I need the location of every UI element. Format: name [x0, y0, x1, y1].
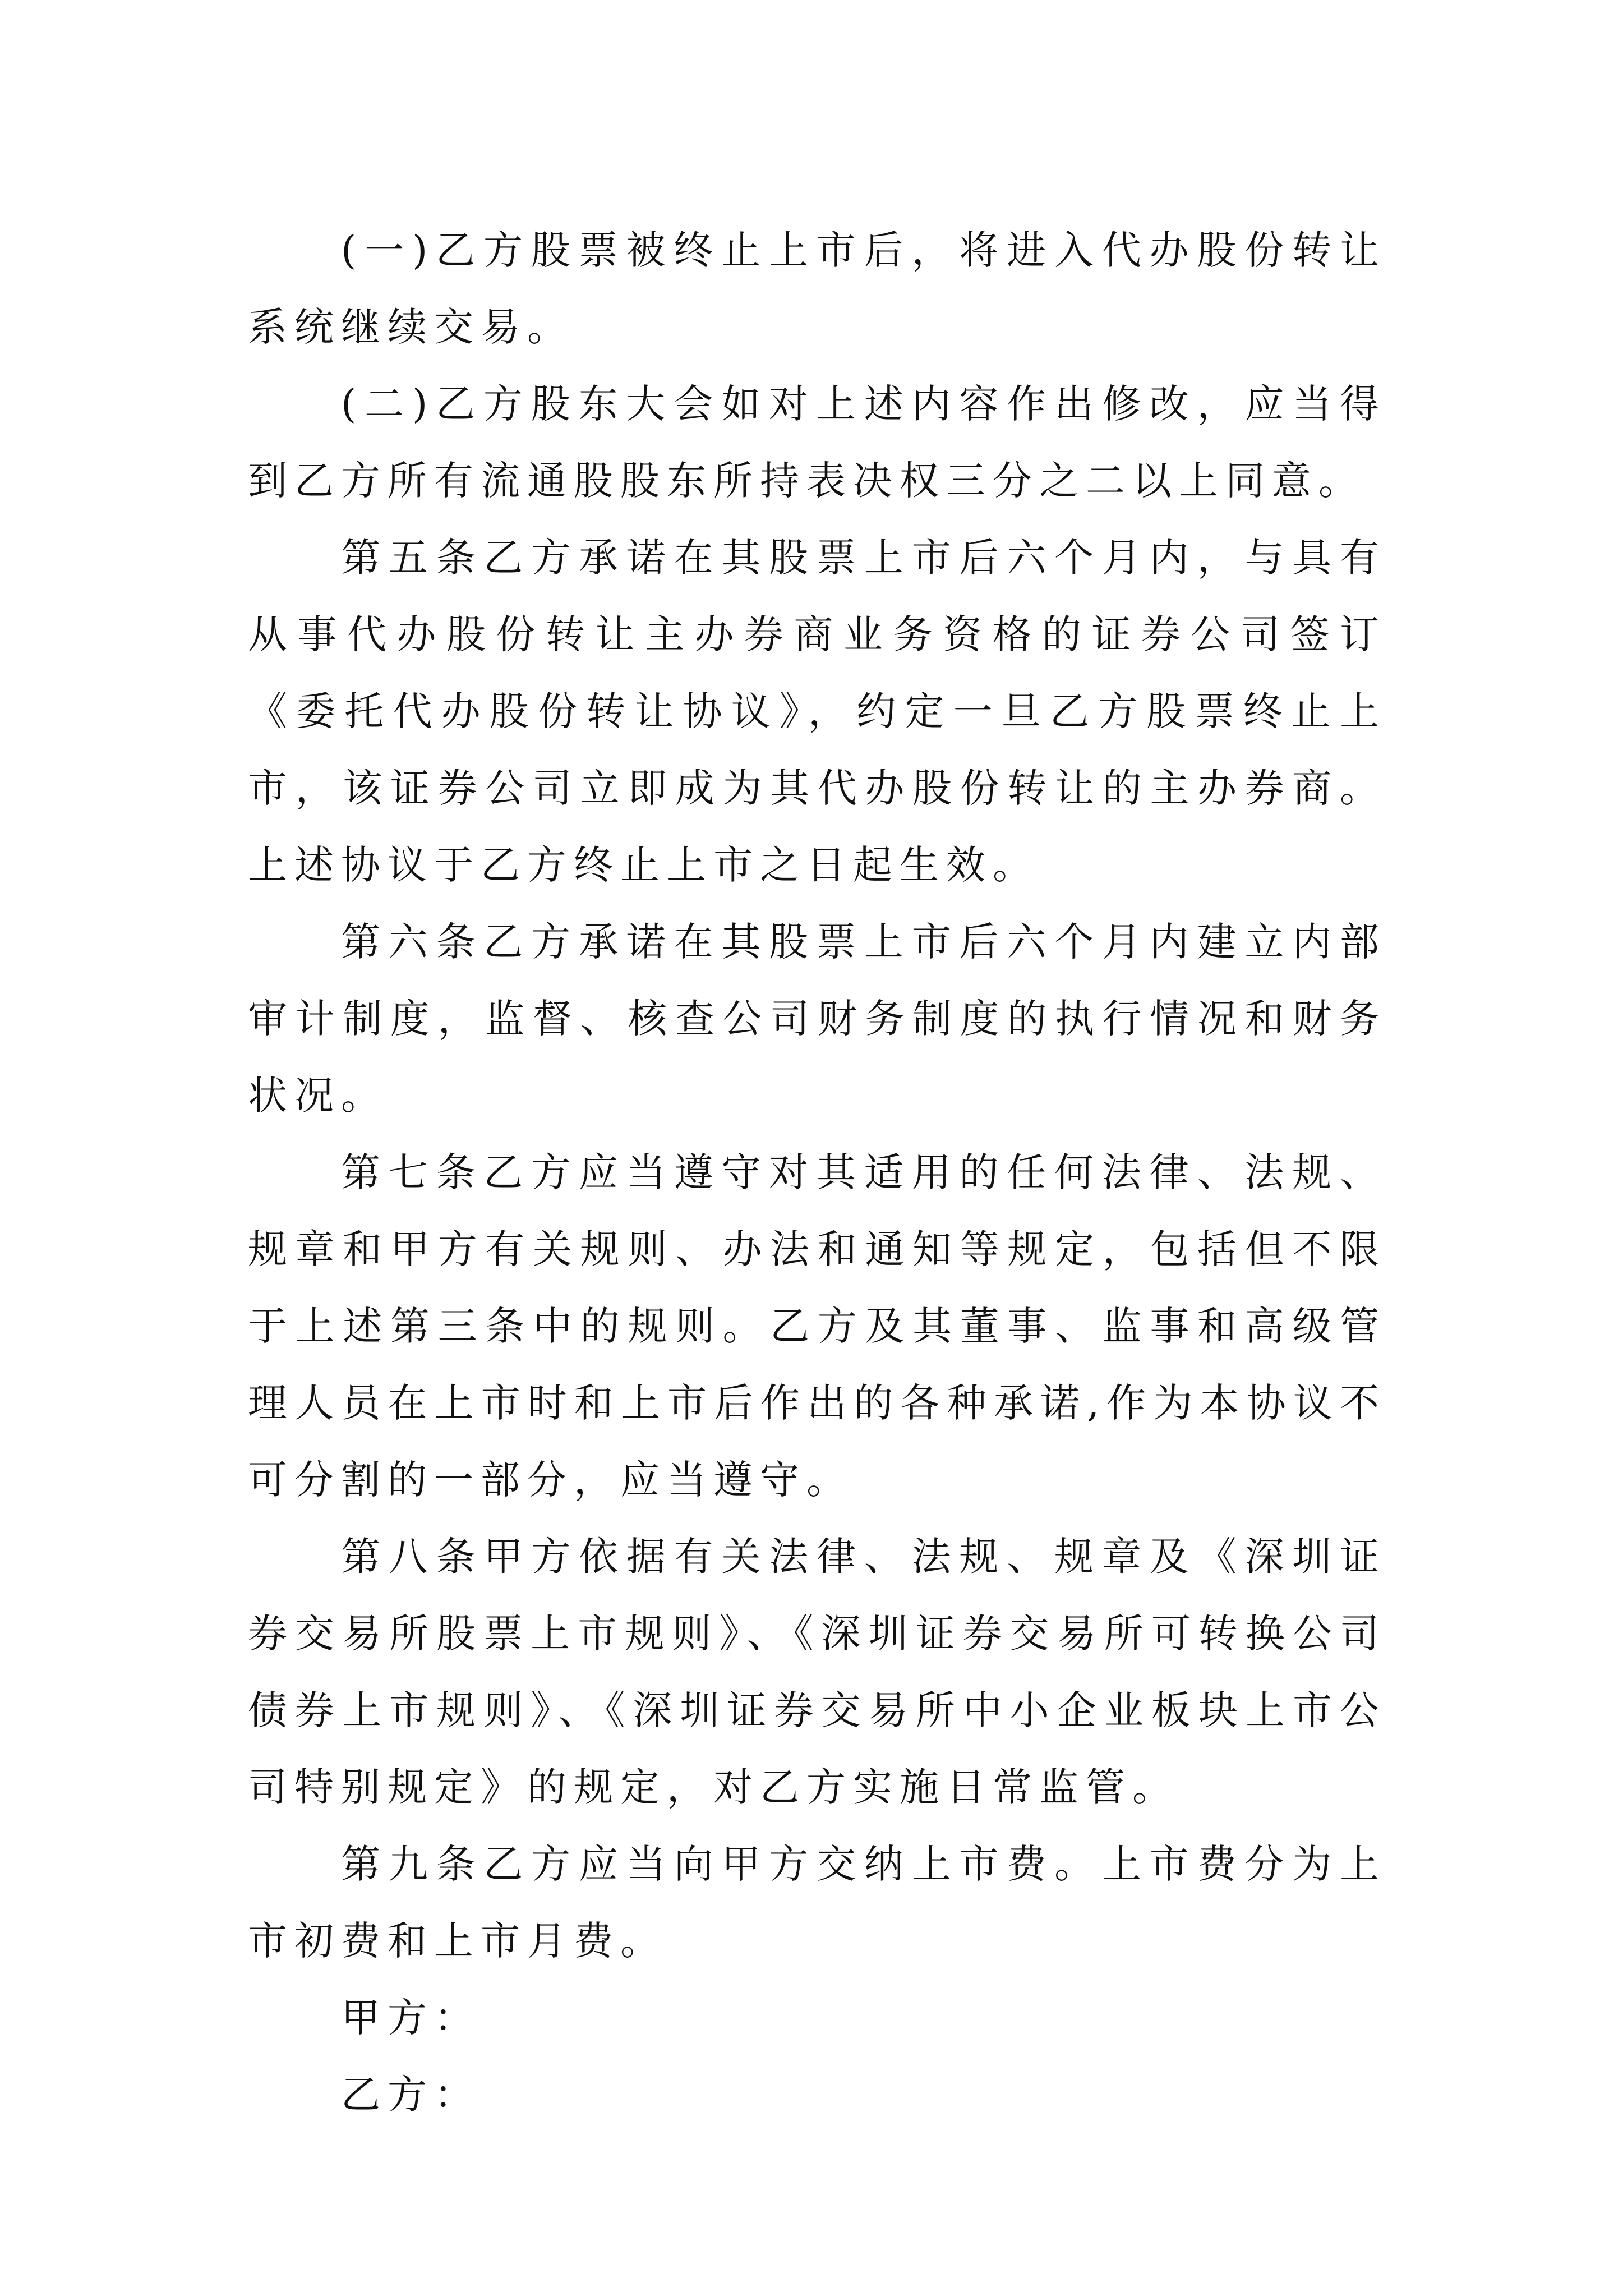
paragraph-clause-5: 第五条乙方承诺在其股票上市后六个月内，与具有从事代办股份转让主办券商业务资格的证券公司签订《委托代办股份转让协议》，约定一旦乙方股票终止上市，该证券公司立即成为其代办股份转让的主办券商。上述协议于乙方终止上市之日起生效。 [248, 535, 1386, 888]
paragraph-clause-4-item-2: (二)乙方股东大会如对上述内容作出修改，应当得到乙方所有流通股股东所持表决权三分之二以上同意。 [248, 381, 1386, 504]
signature-party-b: 乙方： [341, 2072, 481, 2118]
paragraph-clause-4-item-1: (一)乙方股票被终止上市后，将进入代办股份转让系统继续交易。 [248, 227, 1386, 350]
paragraph-clause-9: 第九条乙方应当向甲方交纳上市费。上市费分为上市初费和上市月费。 [248, 1841, 1386, 1964]
signature-party-a: 甲方： [341, 1995, 481, 2041]
paragraph-clause-7: 第七条乙方应当遵守对其适用的任何法律、法规、规章和甲方有关规则、办法和通知等规定，包括但不限于上述第三条中的规则。乙方及其董事、监事和高级管理人员在上市时和上市后作出的各种承诺,作为本协议不可分割的一部分，应当遵守。 [248, 1149, 1386, 1503]
document-body [248, 212, 1386, 2133]
paragraph-clause-8: 第八条甲方依据有关法律、法规、规章及《深圳证券交易所股票上市规则》、《深圳证券交易所可转换公司债券上市规则》、《深圳证券交易所中小企业板块上市公司特别规定》的规定，对乙方实施日常监管。 [248, 1534, 1386, 1810]
paragraph-clause-6: 第六条乙方承诺在其股票上市后六个月内建立内部审计制度，监督、核查公司财务制度的执行情况和财务状况。 [248, 919, 1386, 1119]
